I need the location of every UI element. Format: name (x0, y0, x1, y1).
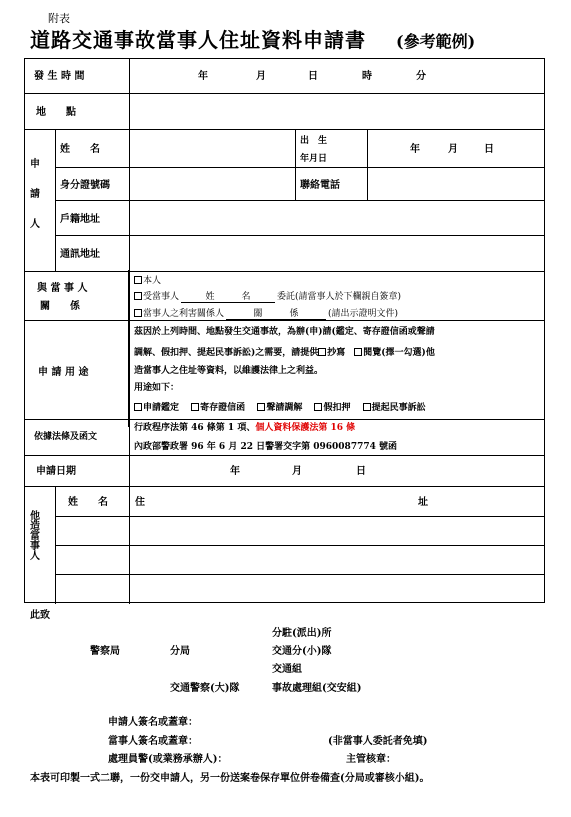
household-address-label: 戶籍地址 (60, 214, 100, 225)
police-bureau: 警察局 (90, 646, 120, 657)
application-date-label: 申請日期 (36, 466, 76, 477)
other-party-address-header-a: 住 (135, 497, 145, 508)
applicant-signature-label: 申請人簽名或蓋章： (108, 717, 198, 728)
purpose-line-2: 調解、假扣押、提起民事訴訟)之需要，請提供 抄寫 閱覽(擇一勾選)他 (134, 348, 435, 358)
form-title-suffix: (參考範例) (396, 32, 476, 51)
applicant-name-field[interactable] (130, 130, 294, 166)
checkbox-delegated[interactable] (134, 292, 142, 300)
purpose-uses-options (134, 403, 426, 413)
purpose-uses-intro: 用途如下： (134, 383, 180, 393)
household-address-field[interactable] (130, 200, 543, 234)
checkbox-mediation[interactable] (257, 403, 265, 411)
application-date-field[interactable] (130, 455, 543, 485)
id-number-label: 身分證號碼 (60, 180, 110, 191)
police-station: 分駐(派出)所 (272, 628, 332, 639)
birth-date-label-line2: 年月日 (300, 154, 328, 164)
relationship-option-interested[interactable]: 當事人之利害關係人 關 係 (請出示證明文件) (134, 309, 398, 320)
party-signature-note: (非當事人委託者免填) (328, 736, 428, 747)
checkbox-interested[interactable] (134, 309, 142, 317)
other-party-address-cells[interactable] (130, 516, 543, 602)
form-title: 道路交通事故當事人住址資料申請書 (30, 28, 366, 52)
relationship-option-delegated[interactable]: 受當事人 姓 名 委託(請當事人於下欄親自簽章) (134, 292, 401, 303)
id-number-field[interactable] (130, 167, 294, 199)
birth-date-label-line1: 出 生 (300, 136, 328, 146)
traffic-brigade: 交通警察(大)隊 (170, 683, 240, 694)
checkbox-certified-letter[interactable] (191, 403, 199, 411)
legal-basis-line-1: 行政程序法第 46 條第 1 項、個人資料保護法第 16 條 (134, 423, 356, 433)
other-party-address-header-b: 址 (418, 497, 428, 508)
use-option-certified-letter[interactable]: 寄存證信函 (191, 403, 245, 413)
location-label: 地 點 (36, 107, 76, 118)
annex-label: 附表 (48, 12, 70, 25)
legal-basis-line-2: 內政部警政署 96 年 6 月 22 日警署交字第 0960087774 號函 (134, 442, 398, 452)
checkbox-view[interactable] (354, 348, 362, 356)
location-field[interactable] (130, 94, 543, 128)
application-day-unit: 日 (356, 466, 366, 477)
relationship-label-line1: 與 當 事 人 (37, 283, 88, 294)
purpose-label: 申 請 用 途 (38, 367, 89, 378)
other-party-name-cells[interactable] (56, 516, 128, 602)
occurrence-minute-unit: 分 (416, 71, 426, 82)
relationship-option-self[interactable]: 本人 (134, 276, 161, 286)
occurrence-month-unit: 月 (256, 71, 266, 82)
supervisor-label: 主管核章： (346, 754, 396, 765)
accident-section: 事故處理組(交安組) (272, 683, 362, 694)
salutation: 此致 (30, 610, 50, 621)
use-option-appraisal[interactable]: 申請鑑定 (134, 403, 179, 413)
traffic-squad: 交通分(小)隊 (272, 646, 332, 657)
occurrence-time-field[interactable] (130, 60, 543, 92)
checkbox-civil-suit[interactable] (363, 403, 371, 411)
birth-day-unit: 日 (484, 144, 494, 155)
occurrence-day-unit: 日 (308, 71, 318, 82)
birth-month-unit: 月 (448, 144, 458, 155)
mailing-address-field[interactable] (130, 235, 543, 269)
application-year-unit: 年 (230, 466, 240, 477)
use-option-provisional-attachment[interactable]: 假扣押 (314, 403, 350, 413)
occurrence-hour-unit: 時 (362, 71, 372, 82)
traffic-group: 交通組 (272, 664, 302, 675)
birth-year-unit: 年 (410, 144, 420, 155)
other-party-name-header: 姓 名 (68, 497, 108, 508)
purpose-line-1: 茲因於上列時間、地點發生交通事故，為辦(申)請(鑑定、寄存證信函或聲請 (134, 327, 435, 337)
police-branch: 分局 (170, 646, 190, 657)
phone-label: 聯絡電話 (300, 180, 340, 191)
officer-label: 處理員警(或業務承辦人)： (108, 754, 228, 765)
checkbox-copy[interactable] (318, 348, 326, 356)
occurrence-time-label: 發 生 時 間 (34, 71, 85, 82)
checkbox-self[interactable] (134, 276, 142, 284)
applicant-group-label: 申 請 人 (30, 159, 40, 230)
mailing-address-label: 通訊地址 (60, 249, 100, 260)
applicant-name-label: 姓 名 (60, 144, 100, 155)
phone-field[interactable] (368, 167, 543, 199)
application-month-unit: 月 (292, 466, 302, 477)
party-signature-label: 當事人簽名或蓋章： (108, 736, 198, 747)
use-option-civil-suit[interactable]: 提起民事訴訟 (363, 403, 426, 413)
occurrence-year-unit: 年 (198, 71, 208, 82)
checkbox-appraisal[interactable] (134, 403, 142, 411)
relationship-label-line2: 關 係 (40, 301, 80, 312)
legal-basis-label: 依據法條及函文 (34, 432, 98, 442)
privacy-law-reference: 個人資料保護法第 16 條 (255, 423, 356, 433)
copy-instruction-note: 本表可印製一式二聯，一份交申請人，另一份送案卷保存單位併卷備查(分局或審核小組)。 (30, 773, 430, 784)
other-party-group-label: 他 造 當 事 人 (30, 511, 40, 562)
checkbox-provisional-attachment[interactable] (314, 403, 322, 411)
purpose-line-3: 造當事人之住址等資料，以維護法律上之利益。 (134, 366, 324, 376)
use-option-mediation[interactable]: 聲請調解 (257, 403, 302, 413)
